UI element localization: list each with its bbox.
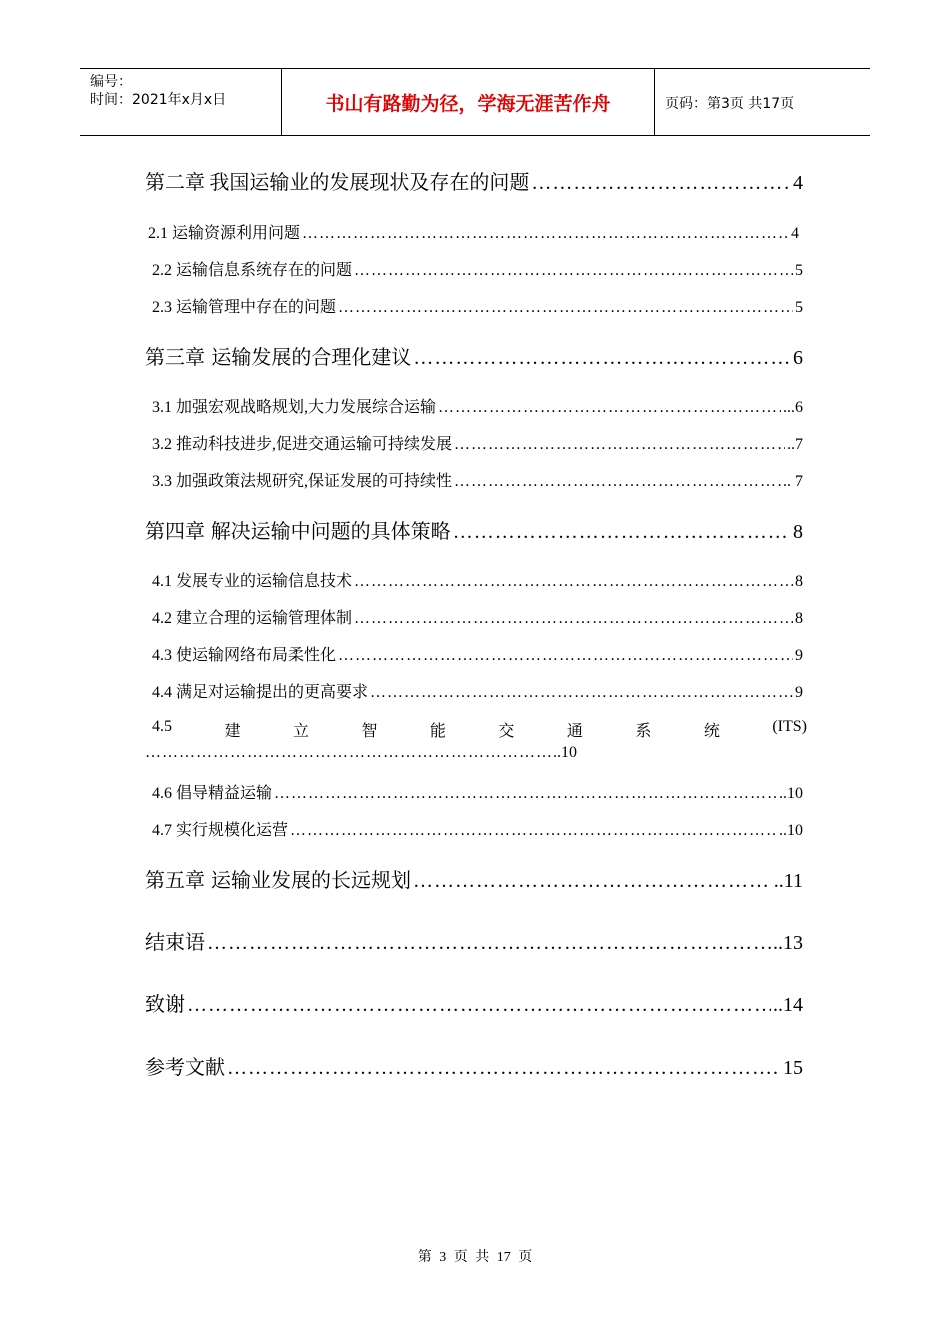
section-char: 统 [703,723,720,740]
dot-leader [227,1053,771,1083]
entry-label: 参考文献 [145,1057,225,1079]
document-date: 时间：2021年x月x日 [90,92,227,108]
dot-leader [354,570,793,594]
dot-leader [290,819,777,843]
dot-leader [413,866,772,896]
toc-section-4-5-continuation [145,744,577,766]
section-label: 4.1 发展专业的运输信息技术 [152,573,353,590]
section-char: 能 [429,723,446,740]
page-footer: 第 3 页 共 17 页 [417,1250,533,1265]
page-number: 8 [795,610,803,627]
toc-chapter-4 [145,517,803,547]
chapter-number: 第五章 [145,870,205,892]
toc-section-2-2 [152,259,803,283]
toc-acknowledgements [145,990,803,1020]
chapter-number: 第四章 [145,521,205,543]
toc-conclusion [145,928,803,958]
page-number: .. 7 [783,473,803,490]
page-number: 5 [795,299,803,316]
chapter-title: 我国运输业的发展现状及存在的问题 [209,172,530,194]
section-number: 4.5 [152,718,172,735]
section-label: 2.3 运输管理中存在的问题 [152,299,337,316]
toc-section-2-3 [152,296,803,320]
dot-leader [454,470,781,494]
section-char: 系 [635,723,652,740]
dot-leader [302,222,789,246]
toc-section-4-5 [152,718,807,744]
dot-leader [531,168,791,198]
dot-leader [145,744,553,762]
header-page-info: 页码：第3页 共17页 [665,96,795,112]
dot-leader [413,343,791,373]
section-label: 4.2 建立合理的运输管理体制 [152,610,353,627]
page-number: 4 [793,172,803,194]
dot-leader [207,928,771,958]
section-label: 4.7 实行规模化运营 [152,822,289,839]
page-number: 8 [795,573,803,590]
dot-leader [453,517,791,547]
dot-leader [338,644,793,668]
page-number: ..11 [773,870,803,892]
page-number: 9 [795,684,803,701]
page-number: ..13 [773,932,803,954]
chapter-title: 运输发展的合理化建议 [211,347,412,369]
toc-section-4-7 [152,819,803,843]
dot-leader [370,681,793,705]
section-char: (ITS) [772,718,807,735]
page-number: ..10 [553,744,577,761]
chapter-title: 运输业发展的长远规划 [211,870,412,892]
dot-leader [354,607,793,631]
document-number: 编号： [90,74,132,90]
toc-section-2-1 [148,222,799,246]
entry-label: 致谢 [145,994,185,1016]
chapter-number: 第二章 [145,172,205,194]
section-char: 通 [566,723,583,740]
page-number: 4 [791,225,799,242]
dot-leader [354,259,793,283]
dot-leader [274,782,777,806]
toc-section-4-6 [152,782,803,806]
toc-section-4-2 [152,607,803,631]
page-number: 5 [795,262,803,279]
page-number: ...6 [783,399,803,416]
page-number: . 15 [773,1057,803,1079]
toc-chapter-3 [145,343,803,373]
toc-section-4-3 [152,644,803,668]
page-number: 8 [793,521,803,543]
dot-leader [187,990,771,1020]
toc-chapter-5 [145,866,803,896]
section-label: 3.3 加强政策法规研究,保证发展的可持续性 [152,473,453,490]
section-label: 3.1 加强宏观战略规划,大力发展综合运输 [152,399,437,416]
page-number: 6 [793,347,803,369]
section-label: 4.6 倡导精益运输 [152,785,273,802]
page-number: 9 [795,647,803,664]
page-number: ..14 [773,994,803,1016]
section-label: 2.1 运输资源利用问题 [148,225,301,242]
chapter-title: 解决运输中问题的具体策略 [210,521,451,543]
section-label: 4.3 使运输网络布局柔性化 [152,647,337,664]
section-char: 建 [224,723,241,740]
toc-section-4-4 [152,681,803,705]
dot-leader [454,433,785,457]
section-char: 智 [361,723,378,740]
toc-chapter-2 [145,168,803,198]
chapter-number: 第三章 [145,347,205,369]
section-label: 4.4 满足对运输提出的更高要求 [152,684,369,701]
section-char: 立 [292,723,309,740]
section-char: 交 [498,723,515,740]
dot-leader [438,396,781,420]
motto: 书山有路勤为径，学海无涯苦作舟 [325,93,611,115]
section-label: 2.2 运输信息系统存在的问题 [152,262,353,279]
toc-section-3-3 [152,470,803,494]
page-number: ..10 [779,822,803,839]
toc-references [145,1053,803,1083]
dot-leader [338,296,793,320]
toc-section-3-1 [152,396,803,420]
page-number: ..7 [787,436,803,453]
toc-section-3-2 [152,433,803,457]
entry-label: 结束语 [145,932,205,954]
section-label: 3.2 推动科技进步,促进交通运输可持续发展 [152,436,453,453]
page-number: ..10 [779,785,803,802]
toc-section-4-1 [152,570,803,594]
